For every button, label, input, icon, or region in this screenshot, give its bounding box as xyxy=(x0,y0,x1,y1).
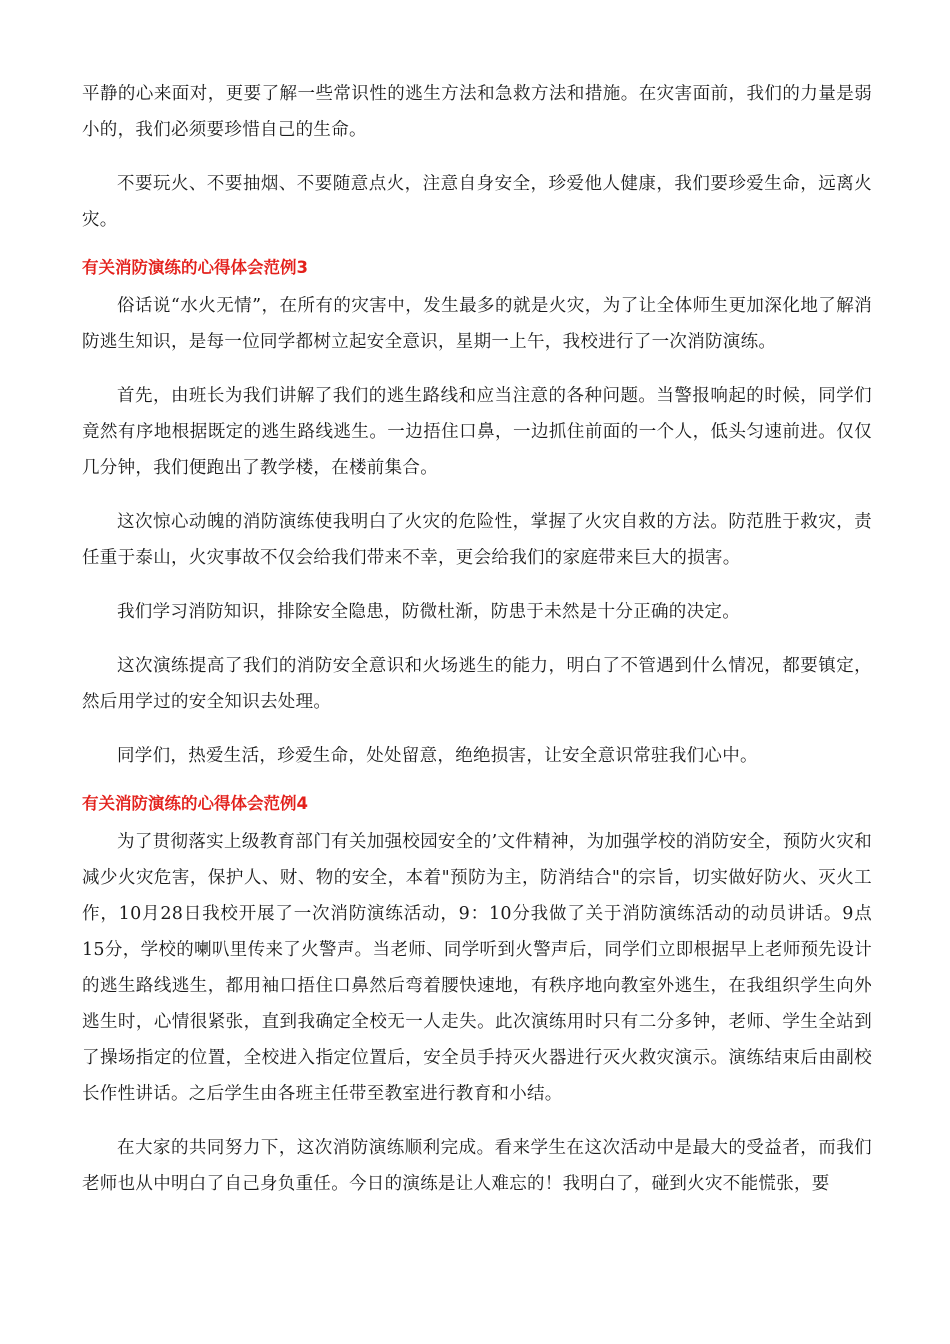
paragraph: 为了贯彻落实上级教育部门有关加强校园安全的’文件精神，为加强学校的消防安全，预防火灾和减少火灾危害，保护人、财、物的安全，本着"预防为主，防消结合"的宗旨，切实做好防火、灭火工作，10月28日我校开展了一次消防演练活动，9：10分我做了关于消防演练活动的动员讲话。9点15分，学校的喇叭里传来了火警声。当老师、同学听到火警声后，同学们立即根据早上老师预先设计的逃生路线逃生，都用袖口捂住口鼻然后弯着腰快速地，有秩序地向教室外逃生，在我组织学生向外逃生时，心情很紧张，直到我确定全校无一人走失。此次演练用时只有二分多钟，老师、学生全站到了操场指定的位置，全校进入指定位置后，安全员手持灭火器进行灭火救灾演示。演练结束后由副校长作性讲话。之后学生由各班主任带至教室进行教育和小结。 xyxy=(82,832,872,1104)
paragraph: 同学们，热爱生活，珍爱生命，处处留意，绝绝损害，让安全意识常驻我们心中。 xyxy=(117,746,758,766)
paragraph: 俗话说“水火无情”，在所有的灾害中，发生最多的就是火灾，为了让全体师生更加深化地了解消防逃生知识，是每一位同学都树立起安全意识，星期一上午，我校进行了一次消防演练。 xyxy=(82,296,872,352)
section-heading-3: 有关消防演练的心得体会范例3 xyxy=(82,258,308,277)
paragraph: 首先，由班长为我们讲解了我们的逃生路线和应当注意的各种问题。当警报响起的时候，同学们竟然有序地根据既定的逃生路线逃生。一边捂住口鼻，一边抓住前面的一个人，低头匀速前进。仅仅几分钟，我们便跑出了教学楼，在楼前集合。 xyxy=(82,386,872,478)
paragraph: 在大家的共同努力下，这次消防演练顺利完成。看来学生在这次活动中是最大的受益者，而我们老师也从中明白了自己身负重任。今日的演练是让人难忘的！我明白了，碰到火灾不能慌张，要 xyxy=(82,1138,872,1194)
paragraph: 这次惊心动魄的消防演练使我明白了火灾的危险性，掌握了火灾自救的方法。防范胜于救灾，责任重于泰山，火灾事故不仅会给我们带来不幸，更会给我们的家庭带来巨大的损害。 xyxy=(82,512,872,568)
paragraph-continued: 平静的心来面对，更要了解一些常识性的逃生方法和急救方法和措施。在灾害面前，我们的力量是弱小的，我们必须要珍惜自己的生命。 xyxy=(82,84,872,140)
paragraph: 这次演练提高了我们的消防安全意识和火场逃生的能力，明白了不管遇到什么情况，都要镇定，然后用学过的安全知识去处理。 xyxy=(82,656,872,712)
section-heading-4: 有关消防演练的心得体会范例4 xyxy=(82,794,308,813)
paragraph: 我们学习消防知识，排除安全隐患，防微杜渐，防患于未然是十分正确的决定。 xyxy=(117,602,740,622)
paragraph: 不要玩火、不要抽烟、不要随意点火，注意自身安全，珍爱他人健康，我们要珍爱生命，远离火灾。 xyxy=(82,174,872,230)
document-page xyxy=(82,76,872,1220)
